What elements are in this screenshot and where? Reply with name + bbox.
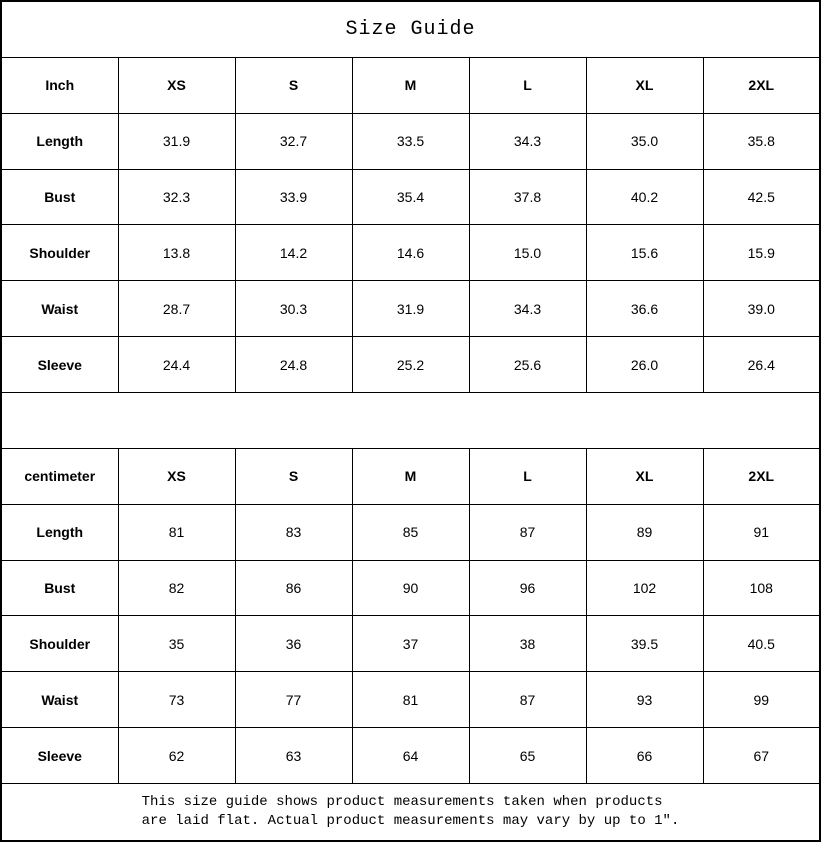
- measurement-cell: 15.0: [469, 225, 586, 281]
- spacer-row: [1, 393, 820, 449]
- footer-note: [1, 784, 820, 841]
- measurement-cell: 65: [469, 728, 586, 784]
- table-row: [1, 169, 820, 225]
- row-label-cell: Shoulder: [1, 225, 118, 281]
- measurement-cell: 33.9: [235, 169, 352, 225]
- measurement-cell: 82: [118, 560, 235, 616]
- measurement-cell: 108: [703, 560, 820, 616]
- measurement-cell: 39.0: [703, 281, 820, 337]
- measurement-cell: 14.2: [235, 225, 352, 281]
- row-label-cell: Length: [1, 113, 118, 169]
- row-label-cell: Bust: [1, 169, 118, 225]
- measurement-cell: 38: [469, 616, 586, 672]
- row-label-cell: Shoulder: [1, 616, 118, 672]
- measurement-cell: 40.2: [586, 169, 703, 225]
- measurement-cell: 87: [469, 672, 586, 728]
- size-header-cell: XL: [586, 448, 703, 504]
- table-row: [1, 337, 820, 393]
- row-label-cell: Bust: [1, 560, 118, 616]
- size-header-cell: XS: [118, 448, 235, 504]
- table-row: [1, 225, 820, 281]
- measurement-cell: 90: [352, 560, 469, 616]
- measurement-cell: 83: [235, 504, 352, 560]
- measurement-cell: 91: [703, 504, 820, 560]
- measurement-cell: 85: [352, 504, 469, 560]
- header-row-inch: [1, 57, 820, 113]
- row-label-cell: Length: [1, 504, 118, 560]
- measurement-cell: 30.3: [235, 281, 352, 337]
- measurement-cell: 25.2: [352, 337, 469, 393]
- size-header-cell: L: [469, 57, 586, 113]
- table-row: [1, 728, 820, 784]
- size-header-cell: M: [352, 448, 469, 504]
- measurement-cell: 15.9: [703, 225, 820, 281]
- measurement-cell: 28.7: [118, 281, 235, 337]
- measurement-cell: 24.4: [118, 337, 235, 393]
- footer-text-block: [142, 793, 680, 831]
- measurement-cell: 24.8: [235, 337, 352, 393]
- measurement-cell: 42.5: [703, 169, 820, 225]
- measurement-cell: 39.5: [586, 616, 703, 672]
- measurement-cell: 34.3: [469, 113, 586, 169]
- size-header-cell: M: [352, 57, 469, 113]
- table-row: [1, 504, 820, 560]
- table-row: [1, 672, 820, 728]
- measurement-cell: 37.8: [469, 169, 586, 225]
- measurement-cell: 102: [586, 560, 703, 616]
- row-label-cell: Waist: [1, 281, 118, 337]
- measurement-cell: 26.4: [703, 337, 820, 393]
- measurement-cell: 31.9: [352, 281, 469, 337]
- measurement-cell: 62: [118, 728, 235, 784]
- measurement-cell: 13.8: [118, 225, 235, 281]
- row-label-cell: Waist: [1, 672, 118, 728]
- measurement-cell: 77: [235, 672, 352, 728]
- size-header-cell: XS: [118, 57, 235, 113]
- table-row: [1, 281, 820, 337]
- measurement-cell: 64: [352, 728, 469, 784]
- measurement-cell: 89: [586, 504, 703, 560]
- header-row-centimeter: [1, 448, 820, 504]
- measurement-cell: 35.0: [586, 113, 703, 169]
- measurement-cell: 87: [469, 504, 586, 560]
- footer-row: [1, 784, 820, 841]
- measurement-cell: 34.3: [469, 281, 586, 337]
- spacer-cell: [1, 393, 820, 449]
- measurement-cell: 96: [469, 560, 586, 616]
- measurement-cell: 73: [118, 672, 235, 728]
- measurement-cell: 35: [118, 616, 235, 672]
- measurement-cell: 15.6: [586, 225, 703, 281]
- unit-header-cell: Inch: [1, 57, 118, 113]
- measurement-cell: 99: [703, 672, 820, 728]
- size-header-cell: 2XL: [703, 448, 820, 504]
- row-label-cell: Sleeve: [1, 337, 118, 393]
- measurement-cell: 86: [235, 560, 352, 616]
- measurement-cell: 81: [118, 504, 235, 560]
- footer-line-2: are laid flat. Actual product measurements may vary by up to 1″.: [141, 813, 680, 830]
- title-row: [1, 1, 820, 57]
- measurement-cell: 32.3: [118, 169, 235, 225]
- page-title: Size Guide: [1, 1, 820, 57]
- measurement-cell: 31.9: [118, 113, 235, 169]
- measurement-cell: 36.6: [586, 281, 703, 337]
- measurement-cell: 66: [586, 728, 703, 784]
- unit-header-cell: centimeter: [1, 448, 118, 504]
- measurement-cell: 35.8: [703, 113, 820, 169]
- measurement-cell: 37: [352, 616, 469, 672]
- table-row: [1, 560, 820, 616]
- size-header-cell: XL: [586, 57, 703, 113]
- measurement-cell: 33.5: [352, 113, 469, 169]
- measurement-cell: 26.0: [586, 337, 703, 393]
- measurement-cell: 36: [235, 616, 352, 672]
- measurement-cell: 93: [586, 672, 703, 728]
- size-header-cell: S: [235, 448, 352, 504]
- measurement-cell: 67: [703, 728, 820, 784]
- measurement-cell: 40.5: [703, 616, 820, 672]
- table-row: [1, 616, 820, 672]
- measurement-cell: 14.6: [352, 225, 469, 281]
- table-row: [1, 113, 820, 169]
- footer-line-1: This size guide shows product measurements taken when products: [141, 794, 663, 811]
- row-label-cell: Sleeve: [1, 728, 118, 784]
- size-header-cell: L: [469, 448, 586, 504]
- measurement-cell: 25.6: [469, 337, 586, 393]
- size-header-cell: 2XL: [703, 57, 820, 113]
- size-header-cell: S: [235, 57, 352, 113]
- measurement-cell: 35.4: [352, 169, 469, 225]
- measurement-cell: 63: [235, 728, 352, 784]
- measurement-cell: 32.7: [235, 113, 352, 169]
- measurement-cell: 81: [352, 672, 469, 728]
